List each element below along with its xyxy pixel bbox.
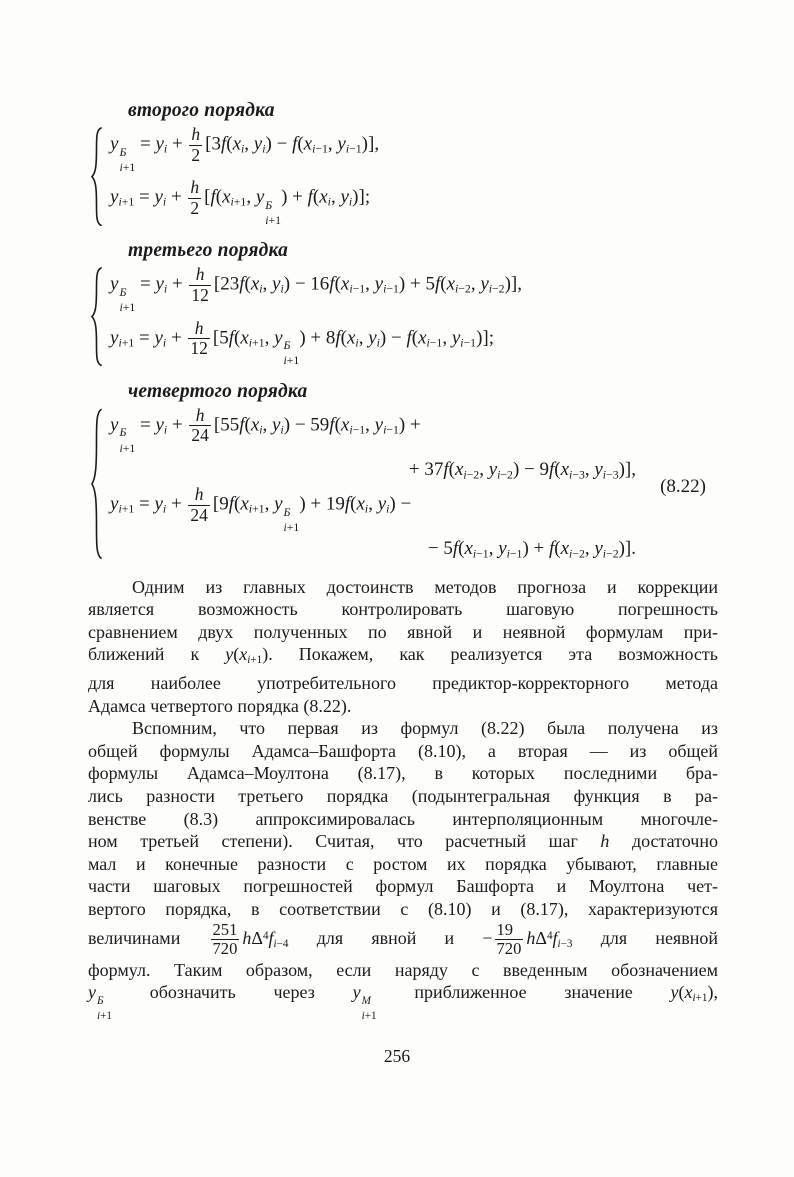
formula-line: + 37f(xi−2, yi−2) − 9f(xi−3, yi−3)], — [408, 458, 636, 482]
formula-line: y Б i+1 = yi + $\frac{h}{24}$ [55f(xi, yi) − 59f(xi−1, yi−1) + — [110, 404, 421, 455]
text-line: ном третьей степени). Считая, что расчетный шаг h достаточно — [88, 831, 718, 852]
text-line: общей формулы Адамса–Башфорта (8.10), а вторая — из общей — [88, 740, 718, 761]
inline-math: y M i+1 — [352, 982, 377, 1022]
system-fourth-order — [90, 406, 718, 562]
text-line: лись разности третьего порядка (подынтегральная функция в ра- — [88, 785, 718, 806]
text-line: ближений к y(xi+1). Покажем, как реализуется эта возможность — [88, 644, 718, 667]
text-line: венстве (8.3) аппроксимировалась интерполяционным многочле- — [88, 808, 718, 829]
equation-number: (8.22) — [660, 475, 706, 497]
heading-fourth-order: четвертого порядка — [128, 380, 308, 402]
page-number: 256 — [383, 1046, 411, 1066]
text-line: Вспомним, что первая из формул (8.22) была получена из — [132, 718, 718, 739]
text-line: для наиболее употребительного предиктор-корректорного метода — [88, 672, 718, 693]
inline-math: y Б i+1 — [88, 982, 112, 1022]
inline-math: y(xi+1) — [225, 644, 269, 667]
text-line: Адамса четвертого порядка (8.22). — [88, 695, 352, 716]
inline-math: $\frac{251}{720}$ $h\Delta^4fi-4$ — [212, 919, 289, 959]
page-footer — [0, 1046, 794, 1067]
heading-second-order: второго порядка — [128, 100, 275, 121]
text-line: вертого порядка, в соответствии с (8.10) и (8.17), характеризуются — [88, 898, 718, 919]
formula-line: yi+1 = yi + $\frac{h}{2}$ [f(xi+1, y Б i+1 ) + f(xi, yi)]; — [110, 177, 371, 228]
paragraph-1 — [88, 576, 718, 718]
text-line: сравнением двух полученных по явной и неявной формулам при- — [88, 621, 718, 642]
formula-line: y Б i+1 = yi + $\frac{h}{12}$ [23f(xi, yi) − 16f(xi−1, yi−1) + 5f(xi−2, yi−2)], — [110, 264, 522, 315]
inline-math: − $\frac{19}{720}$ $h\Delta^4fi-3$ — [482, 919, 573, 959]
formula-line: yi+1 = yi + $\frac{h}{24}$ [9f(xi+1, y Б i+1 ) + 19f(xi, yi) − — [110, 484, 412, 534]
curly-brace-icon — [90, 408, 103, 560]
inline-math: y(xi+1) — [670, 982, 714, 1005]
text-line: формулы Адамса–Моултона (8.17), в которых последними бра- — [88, 763, 718, 784]
text-line: части шаговых погрешностей формул Башфорта и Моултона чет- — [88, 876, 718, 897]
curly-brace-icon — [90, 127, 103, 226]
paragraph-2 — [88, 717, 718, 1023]
formula-line: yi+1 = yi + $\frac{h}{12}$ [5f(xi+1, y Б i+1 ) + 8f(xi, yi) − f(xi−1, yi−1)]; — [110, 317, 494, 368]
text-line: является возможность контролировать шаговую погрешность — [88, 599, 718, 620]
system-second-order — [90, 125, 718, 228]
text-line: y Б i+1 обозначить через y M i+1 приближенное значение y(xi+1), — [88, 982, 718, 1022]
text-line: величинами $\frac{251}{720}$ $h\Delta^4fi-4$ для явной и − $\frac{19}{720}$ $h\Delta^4fi-3$ для неявной — [88, 919, 718, 959]
curly-brace-icon — [90, 267, 103, 366]
text-line: мал и конечные разности с ростом их порядка убывают, главные — [88, 853, 718, 874]
inline-math: h — [600, 831, 610, 852]
text-line: формул. Таким образом, если наряду с введенным обозначением — [88, 959, 718, 980]
formula-line: y Б i+1 = yi + $\frac{h}{2}$ [3f(xi, yi) − f(xi−1, yi−1)], — [110, 124, 380, 174]
system-third-order — [90, 265, 718, 368]
heading-third-order: третьего порядка — [128, 240, 289, 262]
formula-line: − 5f(xi−1, yi−1) + f(xi−2, yi−2)]. — [427, 538, 636, 561]
text-line: Одним из главных достоинств методов прогноза и коррекции — [132, 576, 718, 597]
